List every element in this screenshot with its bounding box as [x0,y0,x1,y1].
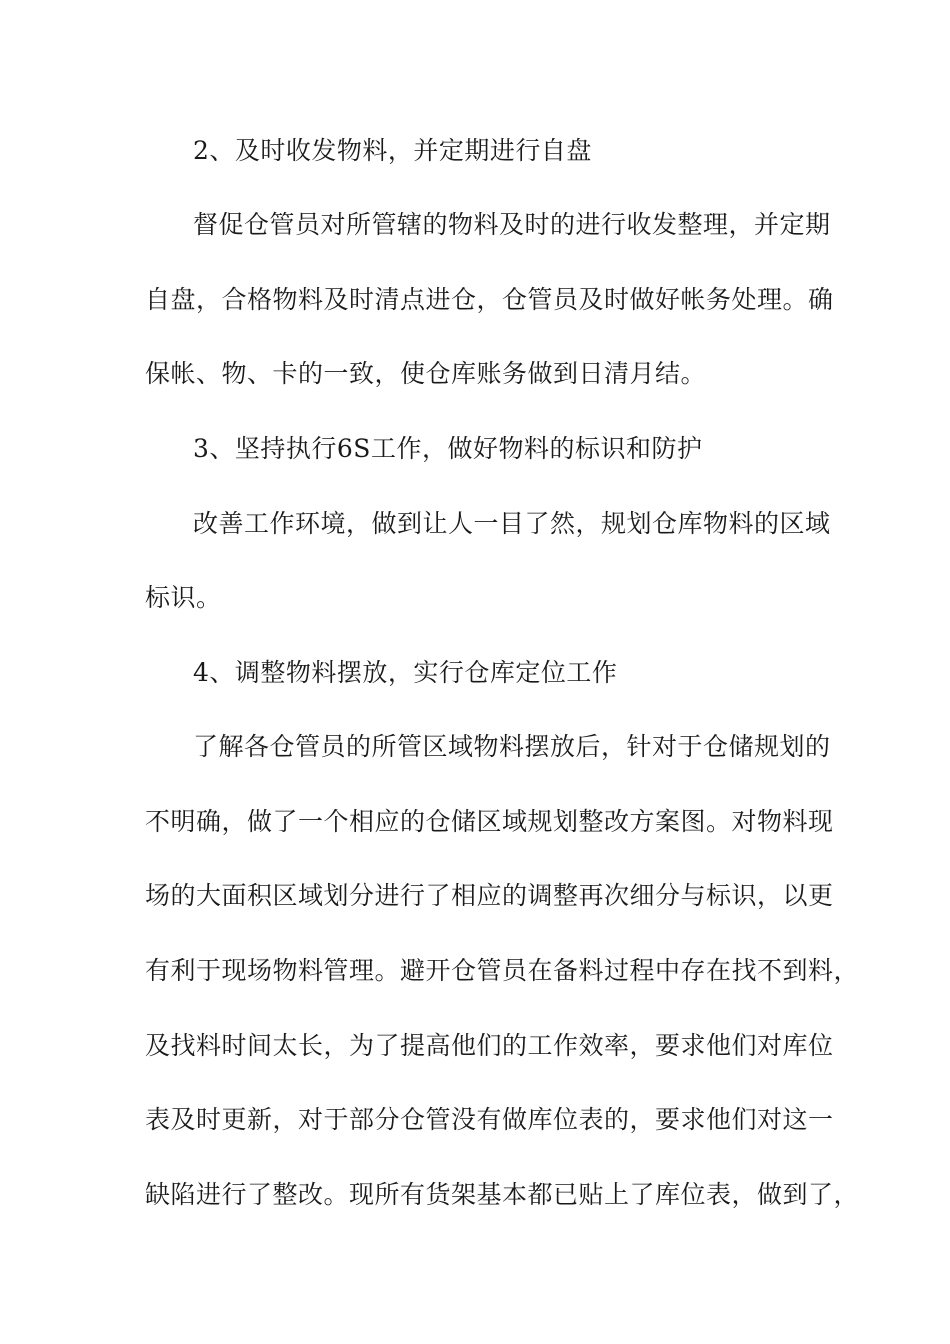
heading-3: 3、坚持执行6S工作，做好物料的标识和防护 [193,434,703,463]
paragraph-line: 不明确，做了一个相应的仓储区域规划整改方案图。对物料现 [145,807,834,836]
heading-2: 2、及时收发物料，并定期进行自盘 [193,136,592,165]
paragraph-line: 及找料时间太长，为了提高他们的工作效率，要求他们对库位 [145,1031,834,1060]
paragraph-line: 督促仓管员对所管辖的物料及时的进行收发整理，并定期 [193,210,831,239]
paragraph-line: 了解各仓管员的所管区域物料摆放后，针对于仓储规划的 [193,732,831,761]
paragraph-line: 场的大面积区域划分进行了相应的调整再次细分与标识，以更 [145,881,834,910]
paragraph-line: 保帐、物、卡的一致，使仓库账务做到日清月结。 [145,359,707,388]
paragraph-line: 表及时更新，对于部分仓管没有做库位表的，要求他们对这一 [145,1105,834,1134]
paragraph-line: 缺陷进行了整改。现所有货架基本都已贴上了库位表，做到了， [145,1180,860,1209]
paragraph-line: 自盘，合格物料及时清点进仓，仓管员及时做好帐务处理。确 [145,285,834,314]
heading-4: 4、调整物料摆放，实行仓库定位工作 [193,658,618,687]
paragraph-line: 标识。 [145,583,222,612]
paragraph-line: 改善工作环境，做到让人一目了然，规划仓库物料的区域 [193,509,831,538]
paragraph-line: 有利于现场物料管理。避开仓管员在备料过程中存在找不到料， [145,956,860,985]
